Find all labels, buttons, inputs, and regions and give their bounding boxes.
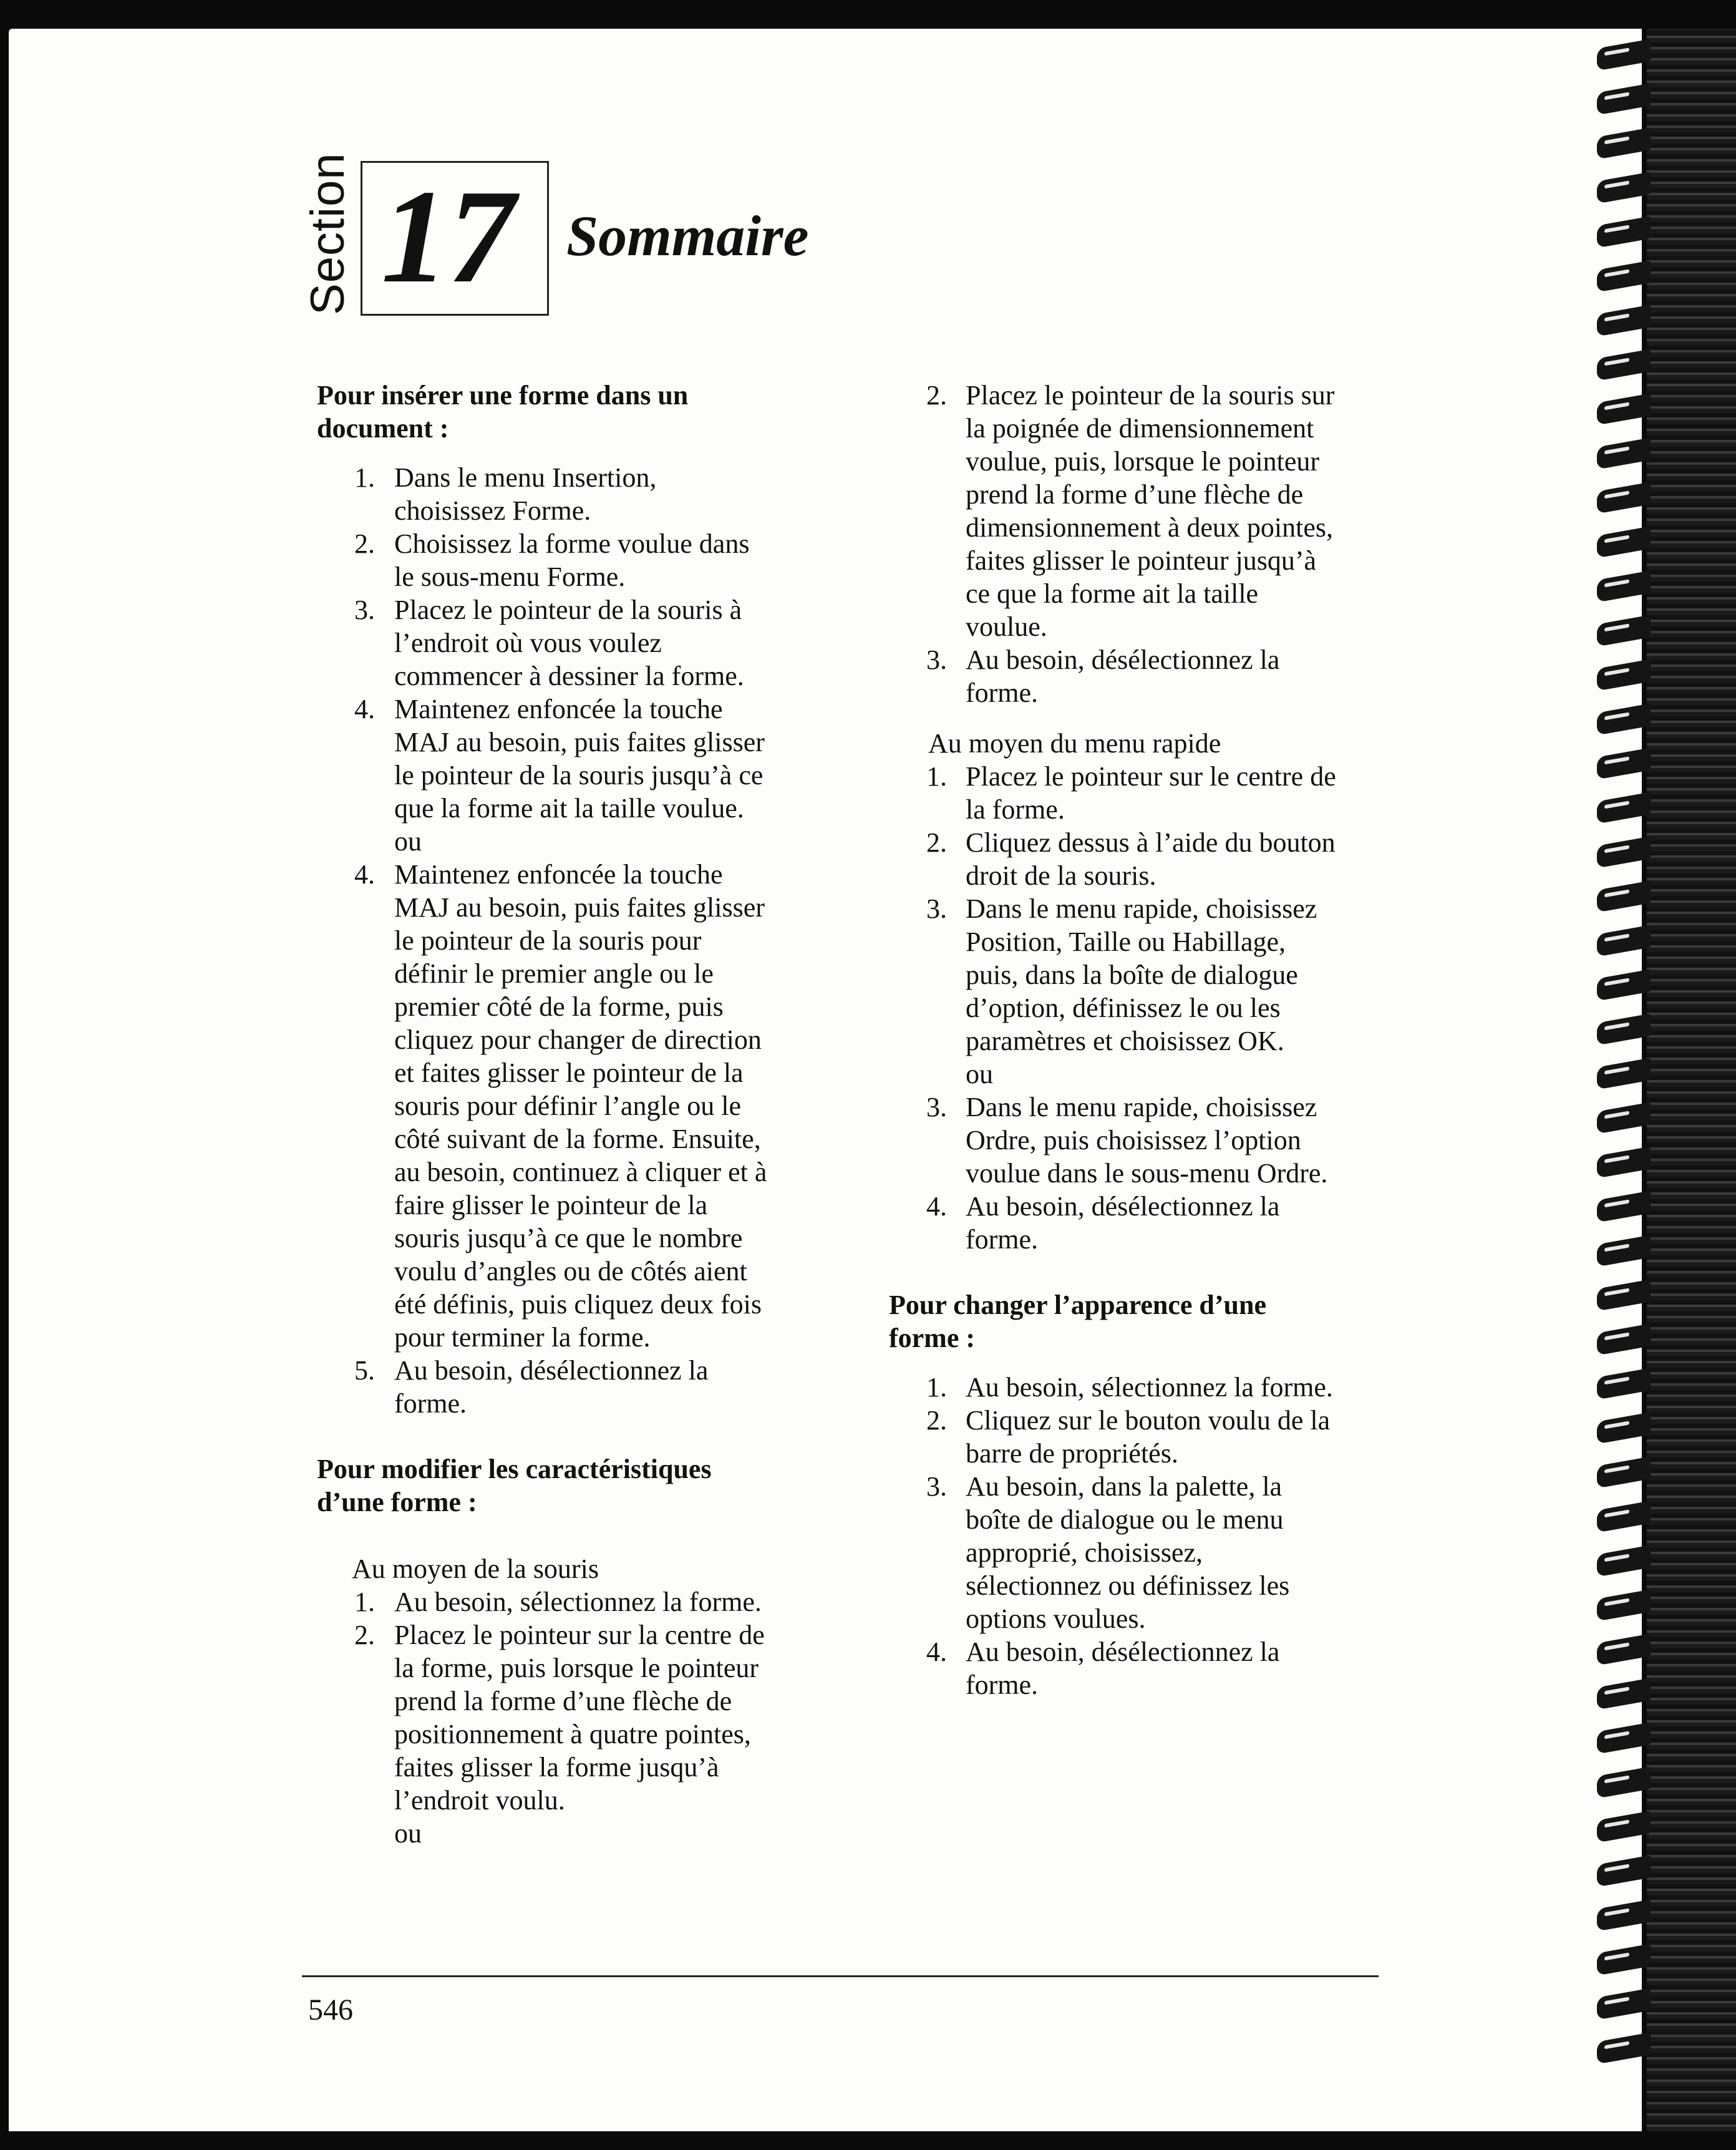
binding-coil: [1597, 1678, 1651, 1710]
section-heading: d’une forme :: [317, 1487, 477, 1517]
list-text-continuation: forme.: [394, 1388, 467, 1419]
list-text: Cliquez sur le bouton voulu de la: [966, 1405, 1331, 1436]
list-item: [926, 1091, 1317, 1124]
list-number: 3.: [926, 893, 947, 924]
list-text-continuation: que la forme ait la taille voulue.: [394, 793, 744, 824]
list-text-continuation: forme.: [966, 1224, 1039, 1255]
list-text: Cliquez dessus à l’aide du bouton: [966, 827, 1336, 858]
list-text-continuation: choisissez Forme.: [394, 495, 591, 526]
list-number: 4.: [926, 1637, 947, 1667]
list-text: Choisissez la forme voulue dans: [394, 528, 750, 559]
section-number-box: [361, 161, 549, 316]
list-text: Dans le menu rapide, choisissez: [966, 893, 1317, 924]
binding-coil: [1597, 659, 1651, 691]
binding-coil: [1597, 39, 1651, 71]
list-text-continuation: voulue.: [966, 611, 1047, 642]
list-item: [354, 527, 749, 560]
list-text: Au besoin, désélectionnez la: [394, 1355, 709, 1386]
binding-coil: [1597, 1368, 1651, 1399]
list-text: Placez le pointeur de la souris à: [394, 595, 742, 625]
list-text-continuation: la forme.: [966, 794, 1065, 825]
section-label: Section: [301, 152, 354, 315]
list-text-continuation: faites glisser le pointeur jusqu’à: [966, 545, 1317, 576]
binding-coil: [1597, 969, 1651, 1001]
list-number: 4.: [354, 859, 375, 890]
list-text: Placez le pointeur sur le centre de: [966, 761, 1336, 792]
list-number: 3.: [926, 1471, 947, 1502]
binding-coil: [1597, 260, 1651, 292]
list-text-continuation: droit de la souris.: [966, 860, 1157, 891]
list-text-continuation: paramètres et choisissez OK.: [966, 1026, 1284, 1056]
list-text: Au besoin, sélectionnez la forme.: [394, 1587, 762, 1617]
list-text: Au besoin, désélectionnez la: [966, 1191, 1280, 1222]
binding-coil: [1597, 1811, 1651, 1842]
binding-coil: [1597, 1146, 1651, 1178]
list-text: Dans le menu rapide, choisissez: [966, 1092, 1317, 1122]
binding-coil: [1597, 1058, 1651, 1089]
section-heading: Pour changer l’apparence d’une: [889, 1290, 1267, 1320]
list-number: 4.: [354, 694, 375, 724]
binding-coil: [1597, 880, 1651, 912]
list-item: [926, 379, 1334, 412]
list-text-continuation: souris jusqu’à ce que le nombre: [394, 1223, 743, 1253]
list-text-continuation: premier côté de la forme, puis: [394, 991, 724, 1022]
list-item: [354, 1354, 708, 1387]
binding-coil: [1597, 349, 1651, 381]
binding-coil: [1597, 1412, 1651, 1444]
list-number: 2.: [354, 528, 375, 559]
binding-coil: [1597, 836, 1651, 868]
binding-coil: [1597, 615, 1651, 646]
list-text-continuation: ou: [394, 1818, 422, 1849]
binding-coil: [1597, 1456, 1651, 1488]
binding-coil: [1597, 437, 1651, 469]
list-item: [926, 892, 1317, 925]
list-item: [354, 858, 723, 891]
list-text-continuation: souris pour définir l’angle ou le: [394, 1091, 741, 1121]
list-number: 1.: [354, 462, 375, 493]
binding-coil: [1597, 1235, 1651, 1267]
binding-coil: [1597, 304, 1651, 336]
binding-coil: [1597, 925, 1651, 956]
list-text-continuation: le sous-menu Forme.: [394, 562, 626, 592]
list-text-continuation: options voulues.: [966, 1603, 1146, 1634]
subheading: Au moyen de la souris: [352, 1554, 599, 1584]
list-text-continuation: faire glisser le pointeur de la: [394, 1190, 708, 1220]
list-number: 3.: [926, 645, 947, 675]
binding-coil: [1597, 1102, 1651, 1134]
list-text-continuation: forme.: [966, 1670, 1039, 1700]
list-text-continuation: prend la forme d’une flèche de: [394, 1686, 732, 1716]
list-item: [354, 1585, 762, 1618]
binding-coil: [1597, 1633, 1651, 1665]
page-title: Sommaire: [566, 204, 809, 268]
list-text: Dans le menu Insertion,: [394, 462, 657, 493]
binding-coil: [1597, 570, 1651, 602]
list-text-continuation: le pointeur de la souris jusqu’à ce: [394, 760, 764, 790]
book-page: [9, 29, 1642, 2131]
list-text: Au besoin, désélectionnez la: [966, 645, 1280, 675]
list-text: Maintenez enfoncée la touche: [394, 859, 723, 890]
list-text: Placez le pointeur sur la centre de: [394, 1620, 765, 1650]
list-item: [926, 1635, 1279, 1668]
list-text-continuation: la forme, puis lorsque le pointeur: [394, 1653, 759, 1683]
list-text: Au besoin, dans la palette, la: [966, 1471, 1283, 1502]
list-item: [926, 760, 1336, 793]
list-text-continuation: définir le premier angle ou le: [394, 958, 714, 989]
list-text-continuation: prend la forme d’une flèche de: [966, 479, 1304, 510]
binding-coil: [1597, 1323, 1651, 1355]
section-heading: forme :: [889, 1323, 976, 1353]
list-text-continuation: MAJ au besoin, puis faites glisser: [394, 727, 765, 757]
list-number: 4.: [926, 1191, 947, 1222]
binding-coil: [1597, 1545, 1651, 1577]
list-number: 3.: [926, 1092, 947, 1122]
list-number: 2.: [926, 380, 947, 411]
section-heading: Pour modifier les caractéristiques: [317, 1454, 712, 1484]
list-item: [354, 1618, 765, 1651]
binding-coil: [1597, 1899, 1651, 1931]
list-text-continuation: Ordre, puis choisissez l’option: [966, 1125, 1301, 1155]
binding-coil: [1597, 1988, 1651, 2020]
binding-coil: [1597, 1501, 1651, 1532]
list-item: [354, 461, 656, 494]
binding-coil: [1597, 482, 1651, 513]
list-text-continuation: cliquez pour changer de direction: [394, 1024, 762, 1055]
list-number: 2.: [354, 1620, 375, 1650]
list-text: Au besoin, sélectionnez la forme.: [966, 1372, 1333, 1403]
list-text-continuation: au besoin, continuez à cliquer et à: [394, 1157, 767, 1187]
binding-coil: [1597, 792, 1651, 824]
list-text-continuation: pour terminer la forme.: [394, 1322, 651, 1353]
list-item: [926, 1190, 1279, 1223]
binding-coil: [1597, 703, 1651, 735]
binding-coil: [1597, 747, 1651, 779]
list-number: 5.: [354, 1355, 375, 1386]
list-text-continuation: d’option, définissez le ou les: [966, 993, 1281, 1023]
list-text: Placez le pointeur de la souris sur: [966, 380, 1335, 411]
spiral-binding: [1597, 44, 1666, 2078]
list-text: Au besoin, désélectionnez la: [966, 1637, 1280, 1667]
binding-coil: [1597, 393, 1651, 425]
list-item: [926, 643, 1279, 676]
binding-coil: [1597, 172, 1651, 203]
section-number: 17: [381, 162, 515, 311]
list-number: 3.: [354, 595, 375, 625]
list-text-continuation: ou: [966, 1059, 993, 1089]
binding-coil: [1597, 127, 1651, 159]
list-text-continuation: positionnement à quatre pointes,: [394, 1719, 751, 1749]
list-text-continuation: ce que la forme ait la taille: [966, 578, 1259, 609]
binding-coil: [1597, 216, 1651, 248]
list-text-continuation: l’endroit où vous voulez: [394, 628, 662, 658]
list-text-continuation: barre de propriétés.: [966, 1438, 1178, 1469]
binding-coil: [1597, 1943, 1651, 1975]
section-heading: document :: [317, 413, 449, 444]
binding-coil: [1597, 2032, 1651, 2064]
binding-coil: [1597, 1013, 1651, 1045]
list-item: [354, 693, 723, 726]
list-item: [926, 1404, 1330, 1437]
list-text-continuation: ou: [394, 826, 422, 857]
list-text-continuation: l’endroit voulu.: [394, 1785, 565, 1816]
list-text-continuation: faites glisser la forme jusqu’à: [394, 1752, 719, 1783]
list-text-continuation: la poignée de dimensionnement: [966, 413, 1314, 444]
binding-coil: [1597, 1766, 1651, 1798]
list-text-continuation: voulue, puis, lorsque le pointeur: [966, 446, 1320, 477]
section-heading: Pour insérer une forme dans un: [317, 380, 689, 411]
subheading: Au moyen du menu rapide: [928, 728, 1221, 759]
list-text-continuation: Position, Taille ou Habillage,: [966, 927, 1286, 957]
list-text-continuation: MAJ au besoin, puis faites glisser: [394, 892, 765, 923]
binding-coil: [1597, 83, 1651, 115]
footer-rule: [302, 1975, 1379, 1977]
list-item: [926, 1470, 1282, 1503]
list-text-continuation: côté suivant de la forme. Ensuite,: [394, 1124, 761, 1154]
list-text-continuation: sélectionnez ou définissez les: [966, 1570, 1290, 1601]
list-number: 1.: [926, 1372, 947, 1403]
list-text-continuation: voulue dans le sous-menu Ordre.: [966, 1158, 1328, 1189]
page-number: 546: [308, 1993, 353, 2026]
binding-coil: [1597, 1190, 1651, 1222]
list-item: [926, 1371, 1333, 1404]
list-text-continuation: puis, dans la boîte de dialogue: [966, 960, 1298, 990]
binding-coil: [1597, 1589, 1651, 1621]
list-number: 1.: [926, 761, 947, 792]
list-text-continuation: forme.: [966, 678, 1039, 708]
list-text-continuation: voulu d’angles ou de côtés aient: [394, 1256, 747, 1287]
binding-coil: [1597, 526, 1651, 558]
list-text: Maintenez enfoncée la touche: [394, 694, 723, 724]
list-item: [926, 826, 1336, 859]
list-text-continuation: et faites glisser le pointeur de la: [394, 1058, 744, 1088]
binding-coil: [1597, 1722, 1651, 1754]
list-number: 2.: [926, 827, 947, 858]
binding-coil: [1597, 1855, 1651, 1887]
list-text-continuation: été définis, puis cliquez deux fois: [394, 1289, 762, 1320]
list-text-continuation: le pointeur de la souris pour: [394, 925, 702, 956]
binding-coil: [1597, 1279, 1651, 1311]
list-text-continuation: commencer à dessiner la forme.: [394, 661, 744, 691]
list-item: [354, 593, 742, 626]
list-text-continuation: approprié, choisissez,: [966, 1537, 1203, 1568]
list-number: 2.: [926, 1405, 947, 1436]
list-text-continuation: dimensionnement à deux pointes,: [966, 512, 1333, 543]
list-text-continuation: boîte de dialogue ou le menu: [966, 1504, 1284, 1535]
list-number: 1.: [354, 1587, 375, 1617]
